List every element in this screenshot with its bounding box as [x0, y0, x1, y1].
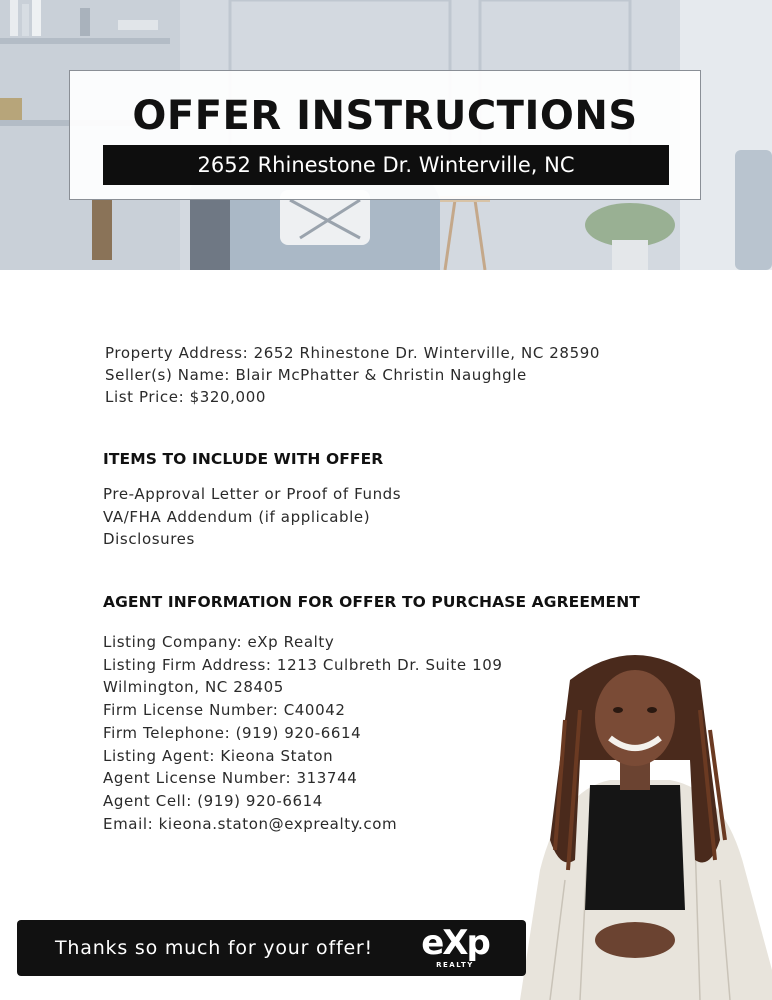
agent-info-list: [103, 631, 503, 835]
agent-photo: [510, 640, 772, 1000]
property-address: Property Address: 2652 Rhinestone Dr. Winterville, NC 28590: [105, 344, 601, 362]
page-title: OFFER INSTRUCTIONS: [132, 93, 638, 139]
logo-wordmark: eXp: [421, 923, 489, 963]
thanks-message: Thanks so much for your offer!: [55, 937, 373, 959]
listing-agent: Listing Agent: Kieona Staton: [103, 746, 334, 765]
items-heading: ITEMS TO INCLUDE WITH OFFER: [103, 450, 384, 468]
agent-cell: Agent Cell: (919) 920-6614: [103, 791, 323, 810]
footer-bar: [17, 920, 526, 976]
title-box: [69, 70, 701, 200]
listing-company: Listing Company: eXp Realty: [103, 633, 335, 651]
hero-banner: [0, 0, 772, 270]
exp-realty-logo: [415, 923, 495, 971]
logo-subtext: REALTY: [436, 961, 474, 969]
address-banner: 2652 Rhinestone Dr. Winterville, NC: [103, 145, 669, 185]
list-item: Pre-Approval Letter or Proof of Funds: [103, 485, 402, 503]
agent-email: Email: kieona.staton@exprealty.com: [103, 814, 398, 833]
property-details: [105, 342, 600, 408]
firm-telephone: Firm Telephone: (919) 920-6614: [103, 723, 362, 742]
firm-license: Firm License Number: C40042: [103, 701, 346, 720]
firm-city: Wilmington, NC 28405: [103, 678, 284, 697]
items-list: [103, 483, 401, 551]
seller-names: Seller(s) Name: Blair McPhatter & Christin Naughgle: [105, 366, 527, 384]
list-item: Disclosures: [103, 530, 195, 549]
firm-address: Listing Firm Address: 1213 Culbreth Dr. Suite 109: [103, 655, 503, 674]
list-price: List Price: $320,000: [105, 388, 266, 406]
agent-license: Agent License Number: 313744: [103, 769, 358, 788]
list-item: VA/FHA Addendum (if applicable): [103, 507, 371, 526]
agent-info-heading: AGENT INFORMATION FOR OFFER TO PURCHASE AGREEMENT: [103, 593, 640, 611]
